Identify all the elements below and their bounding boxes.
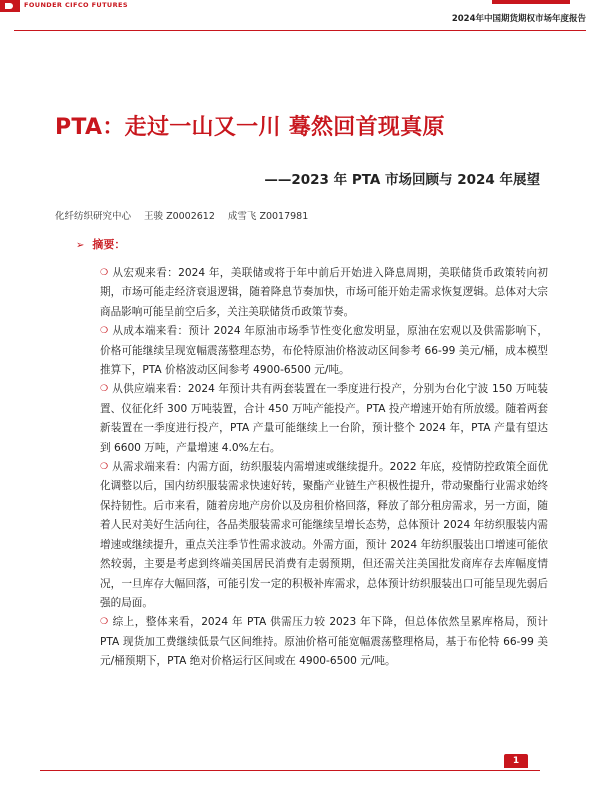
- bullet-text: 从宏观来看：2024 年，美联储或将于年中前后开始进入降息周期，美联储货币政策转向初期，市场可能走经济衰退逻辑，随着降息节奏加快，市场可能开始走需求恢复逻辑。总体对大宗商品影响可能呈前空后多，关注美联储货币政策节奏。: [100, 267, 548, 318]
- summary-heading: [76, 236, 125, 252]
- company-name: FOUNDER CIFCO FUTURES: [24, 1, 128, 9]
- bullet-text: 从供应端来看：2024 年预计共有两套装置在一季度进行投产，分别为台化宁波 150 万吨装置、仪征化纤 300 万吨装置，合计 450 万吨产能投产。PTA 投产增速开始有所放缓。随着两套新装置在一季度进行投产，PTA 产量可能继续上一台阶，预计整个 2024 年，PTA 产量有望达到 6600 万吨，产量增速 4.0%左右。: [100, 383, 548, 454]
- report-name: 2024年中国期货期权市场年度报告: [451, 14, 586, 24]
- circle-bullet-icon: ❍: [100, 462, 109, 473]
- header-accent-stripe: [492, 0, 570, 4]
- summary-bullet: [100, 458, 548, 613]
- circle-bullet-icon: ❍: [100, 617, 109, 628]
- page-subtitle: ——2023 年 PTA 市场回顾与 2024 年展望: [264, 172, 540, 188]
- summary-bullet: [100, 322, 548, 380]
- circle-bullet-icon: ❍: [100, 268, 109, 278]
- page-title: PTA：走过一山又一川 蓦然回首现真原: [55, 115, 445, 140]
- summary-bullet-list: [100, 264, 548, 672]
- summary-bullet: [100, 613, 548, 671]
- page-number: 1: [504, 754, 528, 768]
- bullet-text: 从成本端来看：预计 2024 年原油市场季节性变化愈发明显，原油在宏观以及供需影响下，价格可能继续呈现宽幅震荡整理态势，布伦特原油价格波动区间参考 66-99 美元/桶，成本模型推算下，PTA 价格波动区间参考 4900-6500 元/吨。: [100, 325, 548, 377]
- page-header: [0, 0, 600, 32]
- author-name: 成雪飞 Z0017981: [227, 211, 309, 222]
- research-department: 化纤纺织研究中心: [55, 211, 132, 222]
- summary-bullet: [100, 264, 548, 322]
- circle-bullet-icon: ❍: [100, 384, 109, 395]
- footer-divider: [40, 770, 540, 771]
- bullet-text: 从需求端来看：内需方面，纺织服装内需增速或继续提升。2022 年底，疫情防控政策全面优化调整以后，国内纺织服装需求快速好转，聚酯产业链生产积极性提升，带动聚酯行业需求始终保持韧性。后市来看，随着房地产房价以及房租价格回落，释放了部分租房需求，另一方面，随着人民对美好生活向往，各品类服装需求可能继续呈增长态势，总体预计 2024 年纺织服装内需增速或继续提升，重点关注季节性需求波动。外需方面，预计 2024 年纺织服装出口增速可能依然较弱，主要是考虑到终端美国居民消费有走弱预期，但还需关注美国批发商库存去库幅度情况，一旦库存大幅回落，可能引发一定的积极补库需求，总体预计纺织服装出口可能呈现先弱后强的局面。: [100, 461, 548, 609]
- author-line: [55, 208, 318, 222]
- arrow-right-icon: ➢: [76, 240, 85, 251]
- summary-bullet: [100, 380, 548, 458]
- bullet-text: 综上，整体来看，2024 年 PTA 供需压力较 2023 年下降，但总体依然呈累库格局，预计 PTA 现货加工费继续低景气区间维持。原油价格可能宽幅震荡整理格局，基于布伦特 66-99 美元/桶预期下，PTA 绝对价格运行区间或在 4900-6500 元/吨。: [100, 616, 548, 668]
- company-logo-icon: [0, 0, 20, 12]
- circle-bullet-icon: ❍: [100, 326, 109, 337]
- header-divider: [14, 30, 586, 31]
- summary-label: 摘要：: [92, 238, 126, 251]
- author-name: 王骏 Z0002612: [144, 211, 215, 222]
